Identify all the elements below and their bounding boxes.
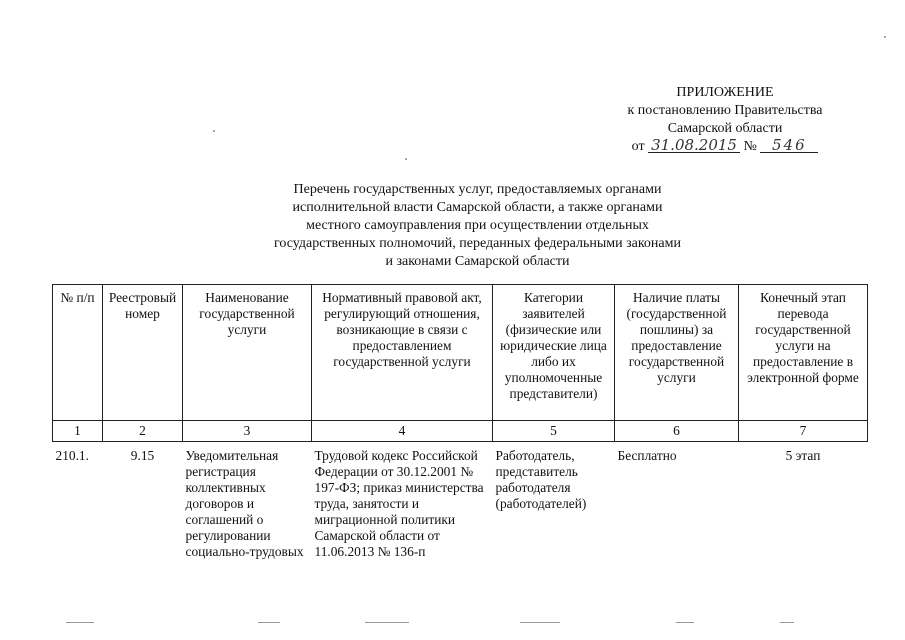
appendix-header (560, 84, 890, 156)
handwritten-number: 546 (760, 138, 818, 153)
cell-service: Уведомительная регистрация коллективных договоров и соглашений о регулировании социально-трудовых (185, 448, 304, 559)
scan-mark (258, 622, 280, 623)
appendix-line-2: Самарской области (667, 121, 783, 136)
table-row (53, 442, 868, 561)
column-number: 6 (615, 421, 739, 442)
scan-mark (66, 622, 94, 623)
header-cell-applicants: Категории заявителей (физические или юридические лица либо их уполномоченные представители) (493, 285, 615, 421)
appendix-line-1: к постановлению Правительства (627, 103, 823, 118)
column-number-row (53, 421, 868, 442)
cell-fee: Бесплатно (617, 448, 677, 463)
cell-applicants: Работодатель, представитель работодателя (работодателей) (495, 448, 587, 511)
column-number: 5 (493, 421, 615, 442)
header-cell-fee: Наличие платы (государственной пошлины) за предоставление государственной услуги (615, 285, 739, 421)
table-header-row (53, 285, 868, 421)
appendix-date-number-line (560, 138, 890, 156)
cell-stage: 5 этап (785, 448, 821, 463)
cell-act: Трудовой кодекс Российской Федерации от 30.12.2001 № 197-ФЗ; приказ министерства труда, занятости и миграционной политики Самарской области от 11.06.2013 № 136-п (314, 448, 484, 559)
column-number: 4 (312, 421, 493, 442)
appendix-title: ПРИЛОЖЕНИЕ (676, 85, 774, 100)
document-title (200, 181, 755, 271)
cell-registry: 9.15 (130, 448, 155, 463)
scan-mark (780, 622, 794, 623)
scan-speck (213, 130, 215, 132)
document-title-line: исполнительной власти Самарской области, а также органами (292, 200, 663, 215)
cell-num: 210.1. (55, 448, 89, 463)
header-cell-num: № п/п (53, 285, 103, 421)
scan-mark (365, 622, 409, 623)
column-number: 2 (103, 421, 183, 442)
services-table (52, 284, 868, 560)
header-cell-act: Нормативный правовой акт, регулирующий отношения, возникающие в связи с предоставлением государственной услуги (312, 285, 493, 421)
scan-mark (676, 622, 694, 623)
from-label: от (631, 139, 645, 154)
header-cell-stage: Конечный этап перевода государственной услуги на предоставление в электронной форме (739, 285, 868, 421)
document-title-line: местного самоуправления при осуществлении отдельных (306, 218, 649, 233)
scan-mark (520, 622, 560, 623)
header-cell-registry: Реестровый номер (103, 285, 183, 421)
handwritten-date: 31.08.2015 (648, 138, 740, 153)
document-title-line: государственных полномочий, переданных федеральными законами (274, 236, 681, 251)
scan-speck (884, 36, 886, 38)
column-number: 3 (183, 421, 312, 442)
scan-speck (405, 158, 407, 160)
column-number: 1 (53, 421, 103, 442)
header-cell-service: Наименование государственной услуги (183, 285, 312, 421)
document-title-line: Перечень государственных услуг, предоставляемых органами (293, 182, 662, 197)
column-number: 7 (739, 421, 868, 442)
number-label: № (743, 139, 757, 154)
document-title-line: и законами Самарской области (385, 254, 570, 269)
